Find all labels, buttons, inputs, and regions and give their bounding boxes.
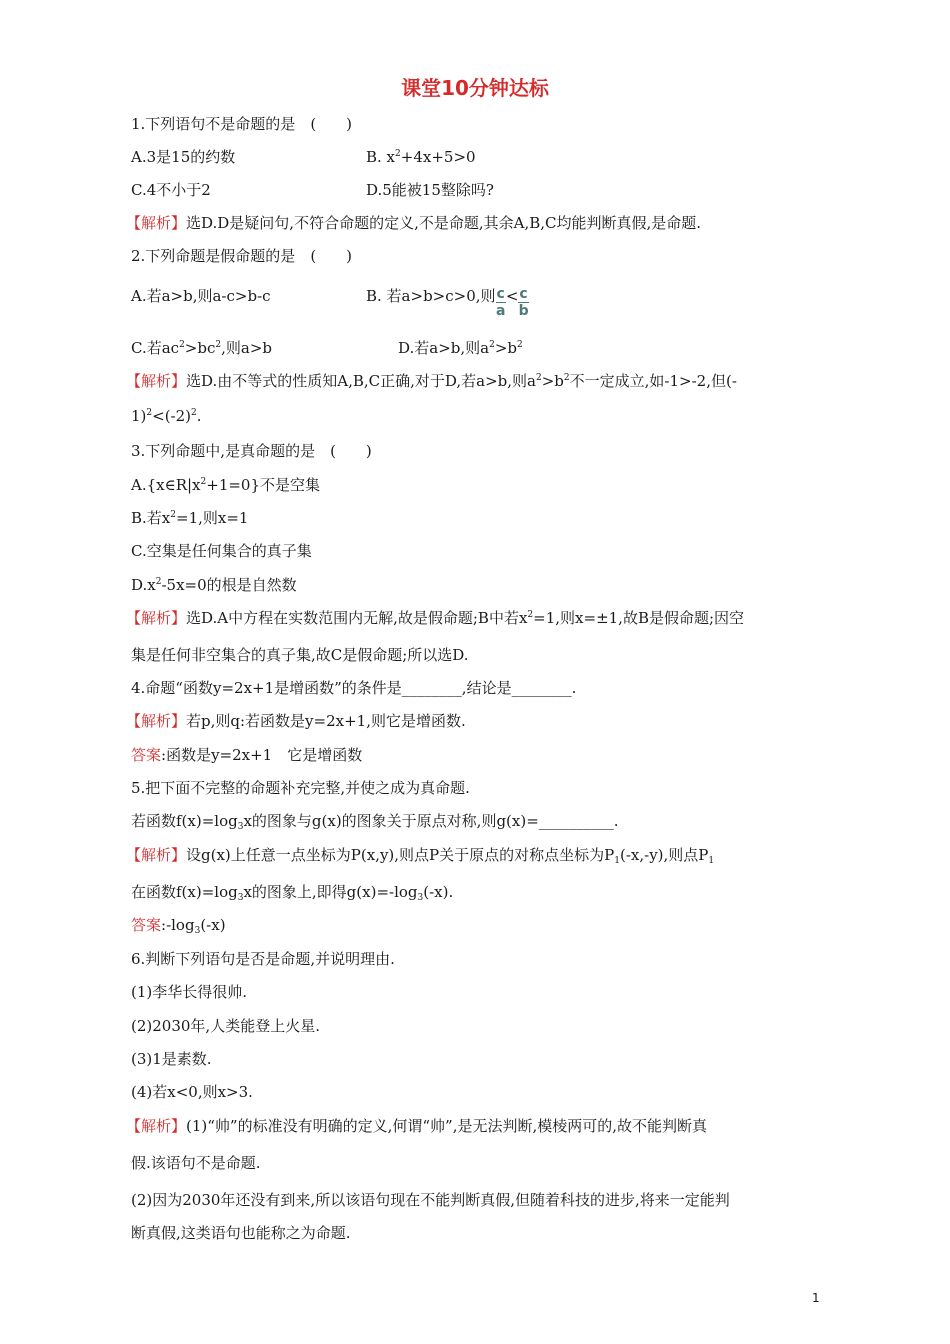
q5-analysis-line2: 在函数$f(x)=\log_3x$的图象上,即得$g(x)=-\log_3(-x)$. [131,883,454,903]
q2-stem: 2.下列命题是假命题的是 ( ) [131,247,353,265]
q6-stem: 6.判断下列语句是否是命题,并说明理由. [131,950,395,968]
q6-analysis-2b: 断真假,这类语句也能称之为命题. [131,1224,351,1242]
q3-option-c: C.空集是任何集合的真子集 [131,542,312,560]
q3-option-b: B.若$x^2=1$,则x=1 [131,509,249,527]
q3-analysis-line2: 集是任何非空集合的真子集,故C是假命题;所以选D. [131,646,469,664]
q1-option-d: D.5能被15整除吗? [366,181,494,199]
q5-answer: 答案$:-\log_3(-x)$ [131,916,226,936]
q2-option-b: B. 若a>b>c>0,则 $\frac{c}{a}$ < $\frac{c}{b}$ [366,286,529,319]
q6-analysis-1b: 假.该语句不是命题. [131,1154,261,1172]
q6-analysis-2: (2)因为2030年还没有到来,所以该语句现在不能判断真假,但随着科技的进步,将来一定能判 [131,1191,730,1209]
q4-answer: 答案:函数是y=2x+1 它是增函数 [131,746,363,764]
q3-stem: 3.下列命题中,是真命题的是 ( ) [131,442,372,460]
q6-item-3: (3)1是素数. [131,1050,212,1068]
q1-option-c: C.4不小于2 [131,181,211,199]
q5-question: 若函数$f(x)=\log_3x$的图象与g(x)的图象关于原点对称,则g(x)=__________. [131,812,619,832]
q1-stem: 1.下列语句不是命题的是 ( ) [131,115,353,133]
q6-item-1: (1)李华长得很帅. [131,983,248,1001]
q2-analysis-line1: 【解析】选D.由不等式的性质知A,B,C正确,对于D,若a>b,则$a^2>b^2$不一定成立,如-1>-2,但(- [126,372,737,390]
q2-option-a: A.若a>b,则a-c>b-c [131,287,271,305]
q5-analysis-line1: 【解析】设g(x)上任意一点坐标为P(x,y),则点P关于原点的对称点坐标为$P_1(-x,-y)$,则点$P_1$ [126,846,715,866]
q2-option-c: C.若$ac^2>bc^2$,则a>b [131,339,272,357]
q5-stem: 5.把下面不完整的命题补充完整,并使之成为真命题. [131,779,470,797]
q3-option-a: $A.\{x\in R|x^2+1=0\}$不是空集 [131,476,321,494]
q6-item-4: (4)若x<0,则x>3. [131,1083,253,1101]
q2-analysis-line2: $1)^2<(-2)^2$. [131,407,202,425]
q1-analysis: 【解析】选D.D是疑问句,不符合命题的定义,不是命题,其余A,B,C均能判断真假,是命题. [126,214,702,232]
q4-stem: 4.命题“函数y=2x+1是增函数”的条件是________,结论是________. [131,679,577,697]
q3-option-d: $D.x^2-5x=0$的根是自然数 [131,576,297,594]
page-title: 课堂10分钟达标 [401,76,549,100]
analysis-tag: 【解析】 [126,214,187,232]
q6-analysis-1: 【解析】(1)“帅”的标准没有明确的定义,何谓“帅”,是无法判断,模棱两可的,故不能判断真 [126,1117,708,1135]
q3-analysis-line1: 【解析】选D.A中方程在实数范围内无解,故是假命题;B中若$x^2=1$,则x=±1,故B是假命题;因空 [126,609,745,627]
q4-analysis: 【解析】若p,则q:若函数是y=2x+1,则它是增函数. [126,712,466,730]
q2-option-d: D.若a>b,则$a^2>b^2$ [398,339,523,357]
fraction-c-over-a: $\frac{c}{a}$ [495,286,506,319]
fraction-c-over-b: $\frac{c}{b}$ [518,286,529,319]
answer-tag: 答案 [131,746,162,764]
page-number: 1 [812,1291,820,1305]
q1-option-a: A.3是15的约数 [131,148,236,166]
q6-item-2: (2)2030年,人类能登上火星. [131,1017,320,1035]
q1-option-b: B. $x^2+4x+5>0$ [366,148,476,166]
